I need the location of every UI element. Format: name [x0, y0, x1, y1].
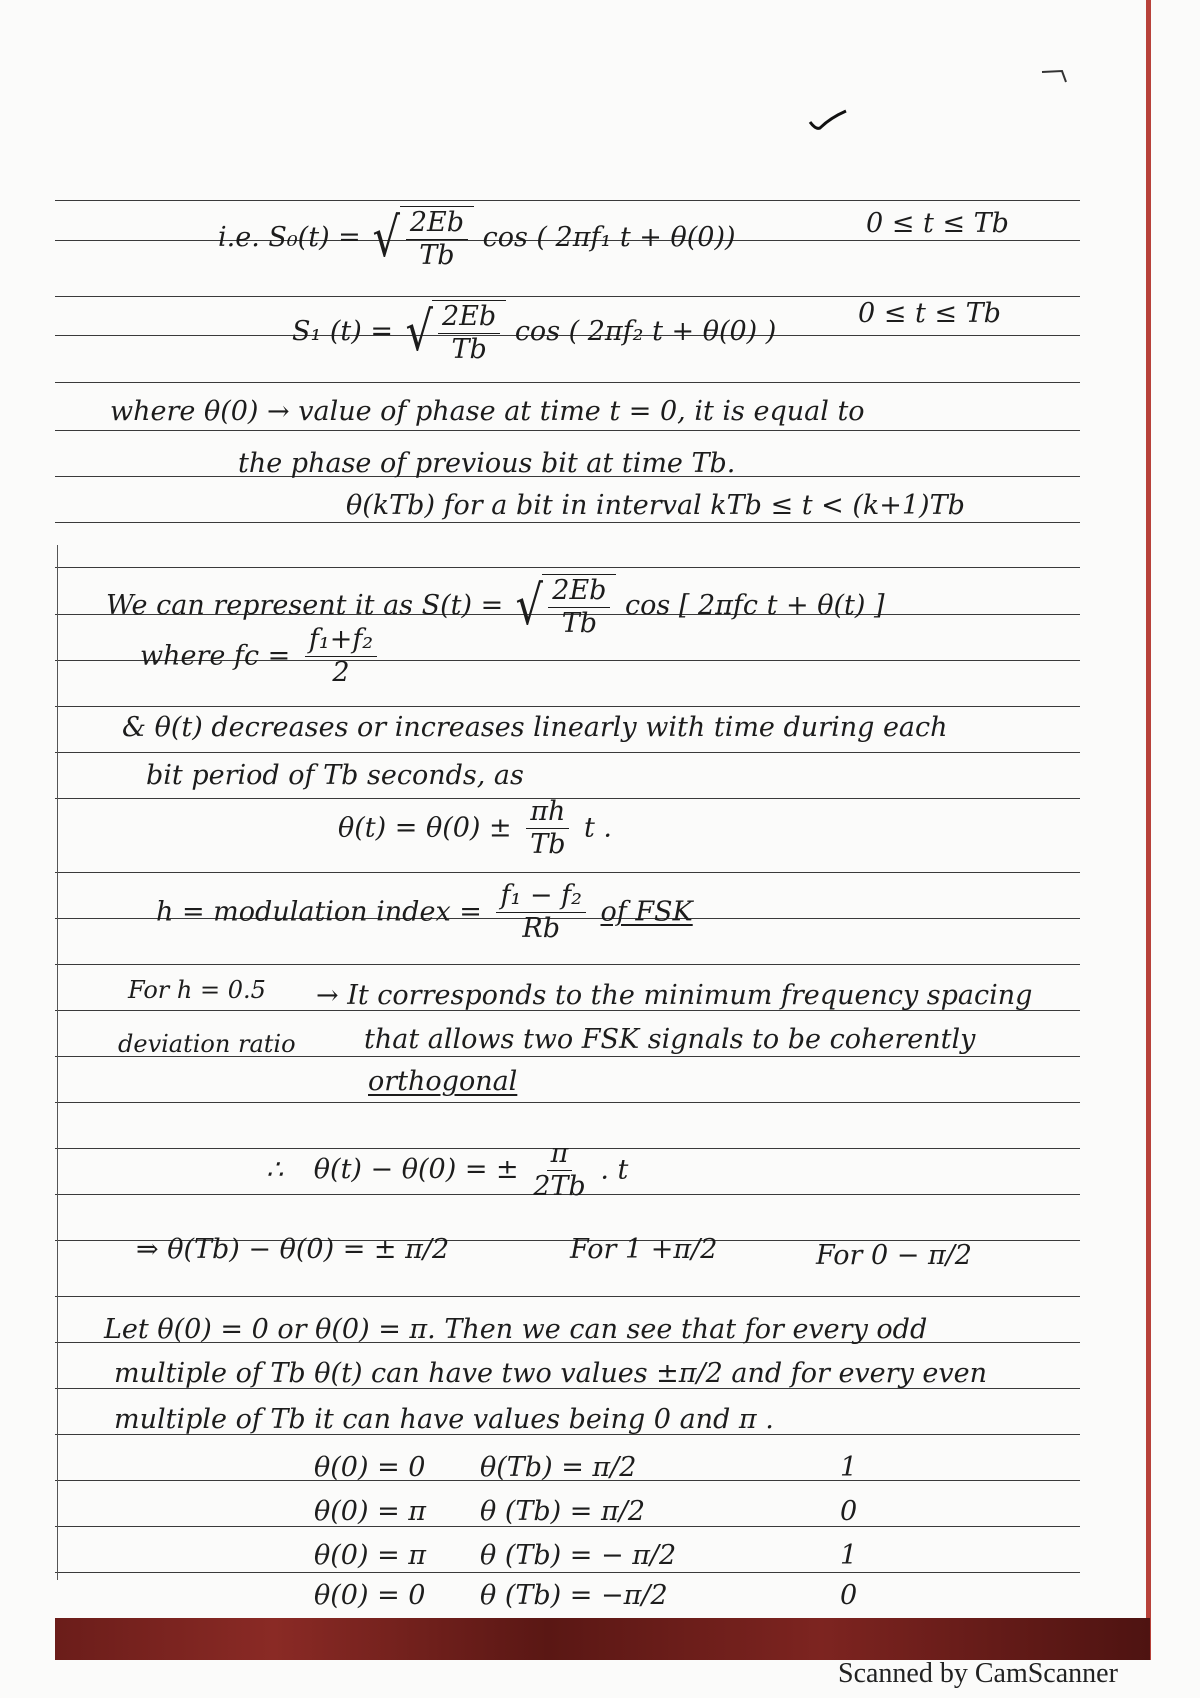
thetaTb-cell: θ(Tb) = π/2 [480, 1452, 637, 1483]
h-description-line-3: orthogonal [368, 1066, 518, 1097]
s1-equation [292, 300, 776, 365]
modulation-prefix: h = modulation index = [156, 896, 482, 928]
corner-mark-icon [1040, 68, 1070, 88]
modulation-index-equation [156, 882, 693, 944]
s0-label: i.e. S₀(t) = [218, 221, 361, 253]
s0-body: cos ( 2πf₁ t + θ(0)) [482, 221, 736, 253]
therefore-numerator: π [547, 1140, 573, 1171]
fc-numerator: f₁+f₂ [305, 626, 377, 657]
therefore-symbol: ∴ [266, 1154, 284, 1186]
s0-equation [218, 206, 736, 271]
modulation-fraction [496, 882, 585, 944]
modulation-numerator: f₁ − f₂ [496, 882, 585, 913]
s0-numerator: 2Eb [406, 209, 468, 240]
thetaTb-cell: θ (Tb) = −π/2 [480, 1580, 668, 1611]
where-line-2: the phase of previous bit at time Tb. [238, 448, 736, 479]
h-description-line-1: → It corresponds to the minimum frequency spacing [316, 980, 1033, 1011]
rule-line [55, 1572, 1080, 1573]
s1-sqrt: √ $\frac{2Eb}{Tb}$ [402, 300, 507, 365]
rule-line [55, 1296, 1080, 1297]
therefore-equation [266, 1140, 628, 1202]
therefore-suffix: . t [600, 1154, 629, 1186]
rule-line [55, 200, 1080, 201]
theta-line-2: bit period of Tb seconds, as [146, 760, 524, 791]
rule-line [55, 430, 1080, 431]
therefore-prefix: θ(t) − θ(0) = ± [313, 1154, 519, 1186]
theta-eq-suffix: t . [584, 812, 613, 844]
fc-fraction [305, 626, 377, 688]
theta0-cell: θ(0) = π [314, 1540, 427, 1571]
s1-range: 0 ≤ t ≤ Tb [858, 298, 1001, 329]
let-line-3: multiple of Tb it can have values being 0 and π . [114, 1404, 774, 1435]
rule-line [55, 382, 1080, 383]
theta-eq-denominator: Tb [530, 829, 566, 861]
scanner-watermark: Scanned by CamScanner [838, 1658, 1118, 1689]
represent-prefix: We can represent it as S(t) = [106, 589, 504, 621]
let-line-1: Let θ(0) = 0 or θ(0) = π. Then we can see that for every odd [104, 1314, 928, 1345]
rule-line [55, 1102, 1080, 1103]
rule-line [55, 522, 1080, 523]
bit-cell: 1 [840, 1540, 858, 1571]
represent-body: cos [ 2πfc t + θ(t) ] [625, 589, 885, 621]
therefore-fraction [533, 1140, 585, 1202]
represent-sqrt: √ $\frac{2Eb}{Tb}$ [512, 574, 617, 639]
thetaTb-cell: θ (Tb) = − π/2 [480, 1540, 677, 1571]
rule-line [55, 872, 1080, 873]
page-edge-border [1146, 0, 1151, 1660]
modulation-suffix: of FSK [600, 896, 693, 928]
theta0-cell: θ(0) = 0 [314, 1452, 426, 1483]
theta-eq-fraction [526, 798, 569, 860]
bit-cell: 0 [840, 1580, 858, 1611]
s1-label: S₁ (t) = [292, 315, 394, 347]
represent-fraction [548, 577, 610, 639]
deviation-ratio-label: deviation ratio [118, 1030, 296, 1058]
where-line-3: θ(kTb) for a bit in interval kTb ≤ t < (k+1)Tb [346, 490, 965, 521]
implies-right: For 0 − π/2 [816, 1240, 972, 1271]
page-bottom-binding [55, 1618, 1150, 1660]
fc-prefix: where fc = [140, 640, 291, 672]
represent-numerator: 2Eb [548, 577, 610, 608]
theta-equation [338, 798, 612, 860]
s1-numerator: 2Eb [438, 303, 500, 334]
s0-denominator: Tb [419, 240, 455, 272]
rule-line [55, 752, 1080, 753]
rule-line [55, 706, 1080, 707]
s1-body: cos ( 2πf₂ t + θ(0) ) [514, 315, 777, 347]
implies-lhs: ⇒ θ(Tb) − θ(0) = ± π/2 [136, 1234, 450, 1265]
therefore-denominator: 2Tb [533, 1171, 586, 1203]
fc-denominator: 2 [332, 657, 350, 689]
s1-denominator: Tb [451, 334, 487, 366]
represent-denominator: Tb [561, 608, 597, 640]
s0-range: 0 ≤ t ≤ Tb [866, 208, 1009, 239]
h-description-line-2: that allows two FSK signals to be coherently [364, 1024, 976, 1055]
rule-line [55, 296, 1080, 297]
theta0-cell: θ(0) = π [314, 1496, 427, 1527]
implies-mid: For 1 +π/2 [570, 1234, 718, 1265]
fc-definition [140, 626, 383, 688]
bit-cell: 1 [840, 1452, 858, 1483]
modulation-denominator: Rb [522, 913, 560, 945]
rule-line [55, 567, 1080, 568]
h-label: For h = 0.5 [128, 976, 266, 1004]
theta0-cell: θ(0) = 0 [314, 1580, 426, 1611]
margin-line [57, 545, 58, 1580]
s0-fraction [406, 209, 468, 271]
thetaTb-cell: θ (Tb) = π/2 [480, 1496, 646, 1527]
theta-eq-prefix: θ(t) = θ(0) ± [338, 812, 512, 844]
let-line-2: multiple of Tb θ(t) can have two values ±π/2 and for every even [114, 1358, 988, 1389]
where-line-1: where θ(0) → value of phase at time t = 0, it is equal to [110, 396, 865, 427]
bit-cell: 0 [840, 1496, 858, 1527]
s1-fraction [438, 303, 500, 365]
s0-sqrt: √ $\frac{2Eb}{Tb}$ [369, 206, 474, 271]
checkmark-icon [808, 108, 848, 132]
rule-line [55, 964, 1080, 965]
theta-line-1: & θ(t) decreases or increases linearly with time during each [122, 712, 948, 743]
theta-eq-numerator: πh [526, 798, 569, 829]
